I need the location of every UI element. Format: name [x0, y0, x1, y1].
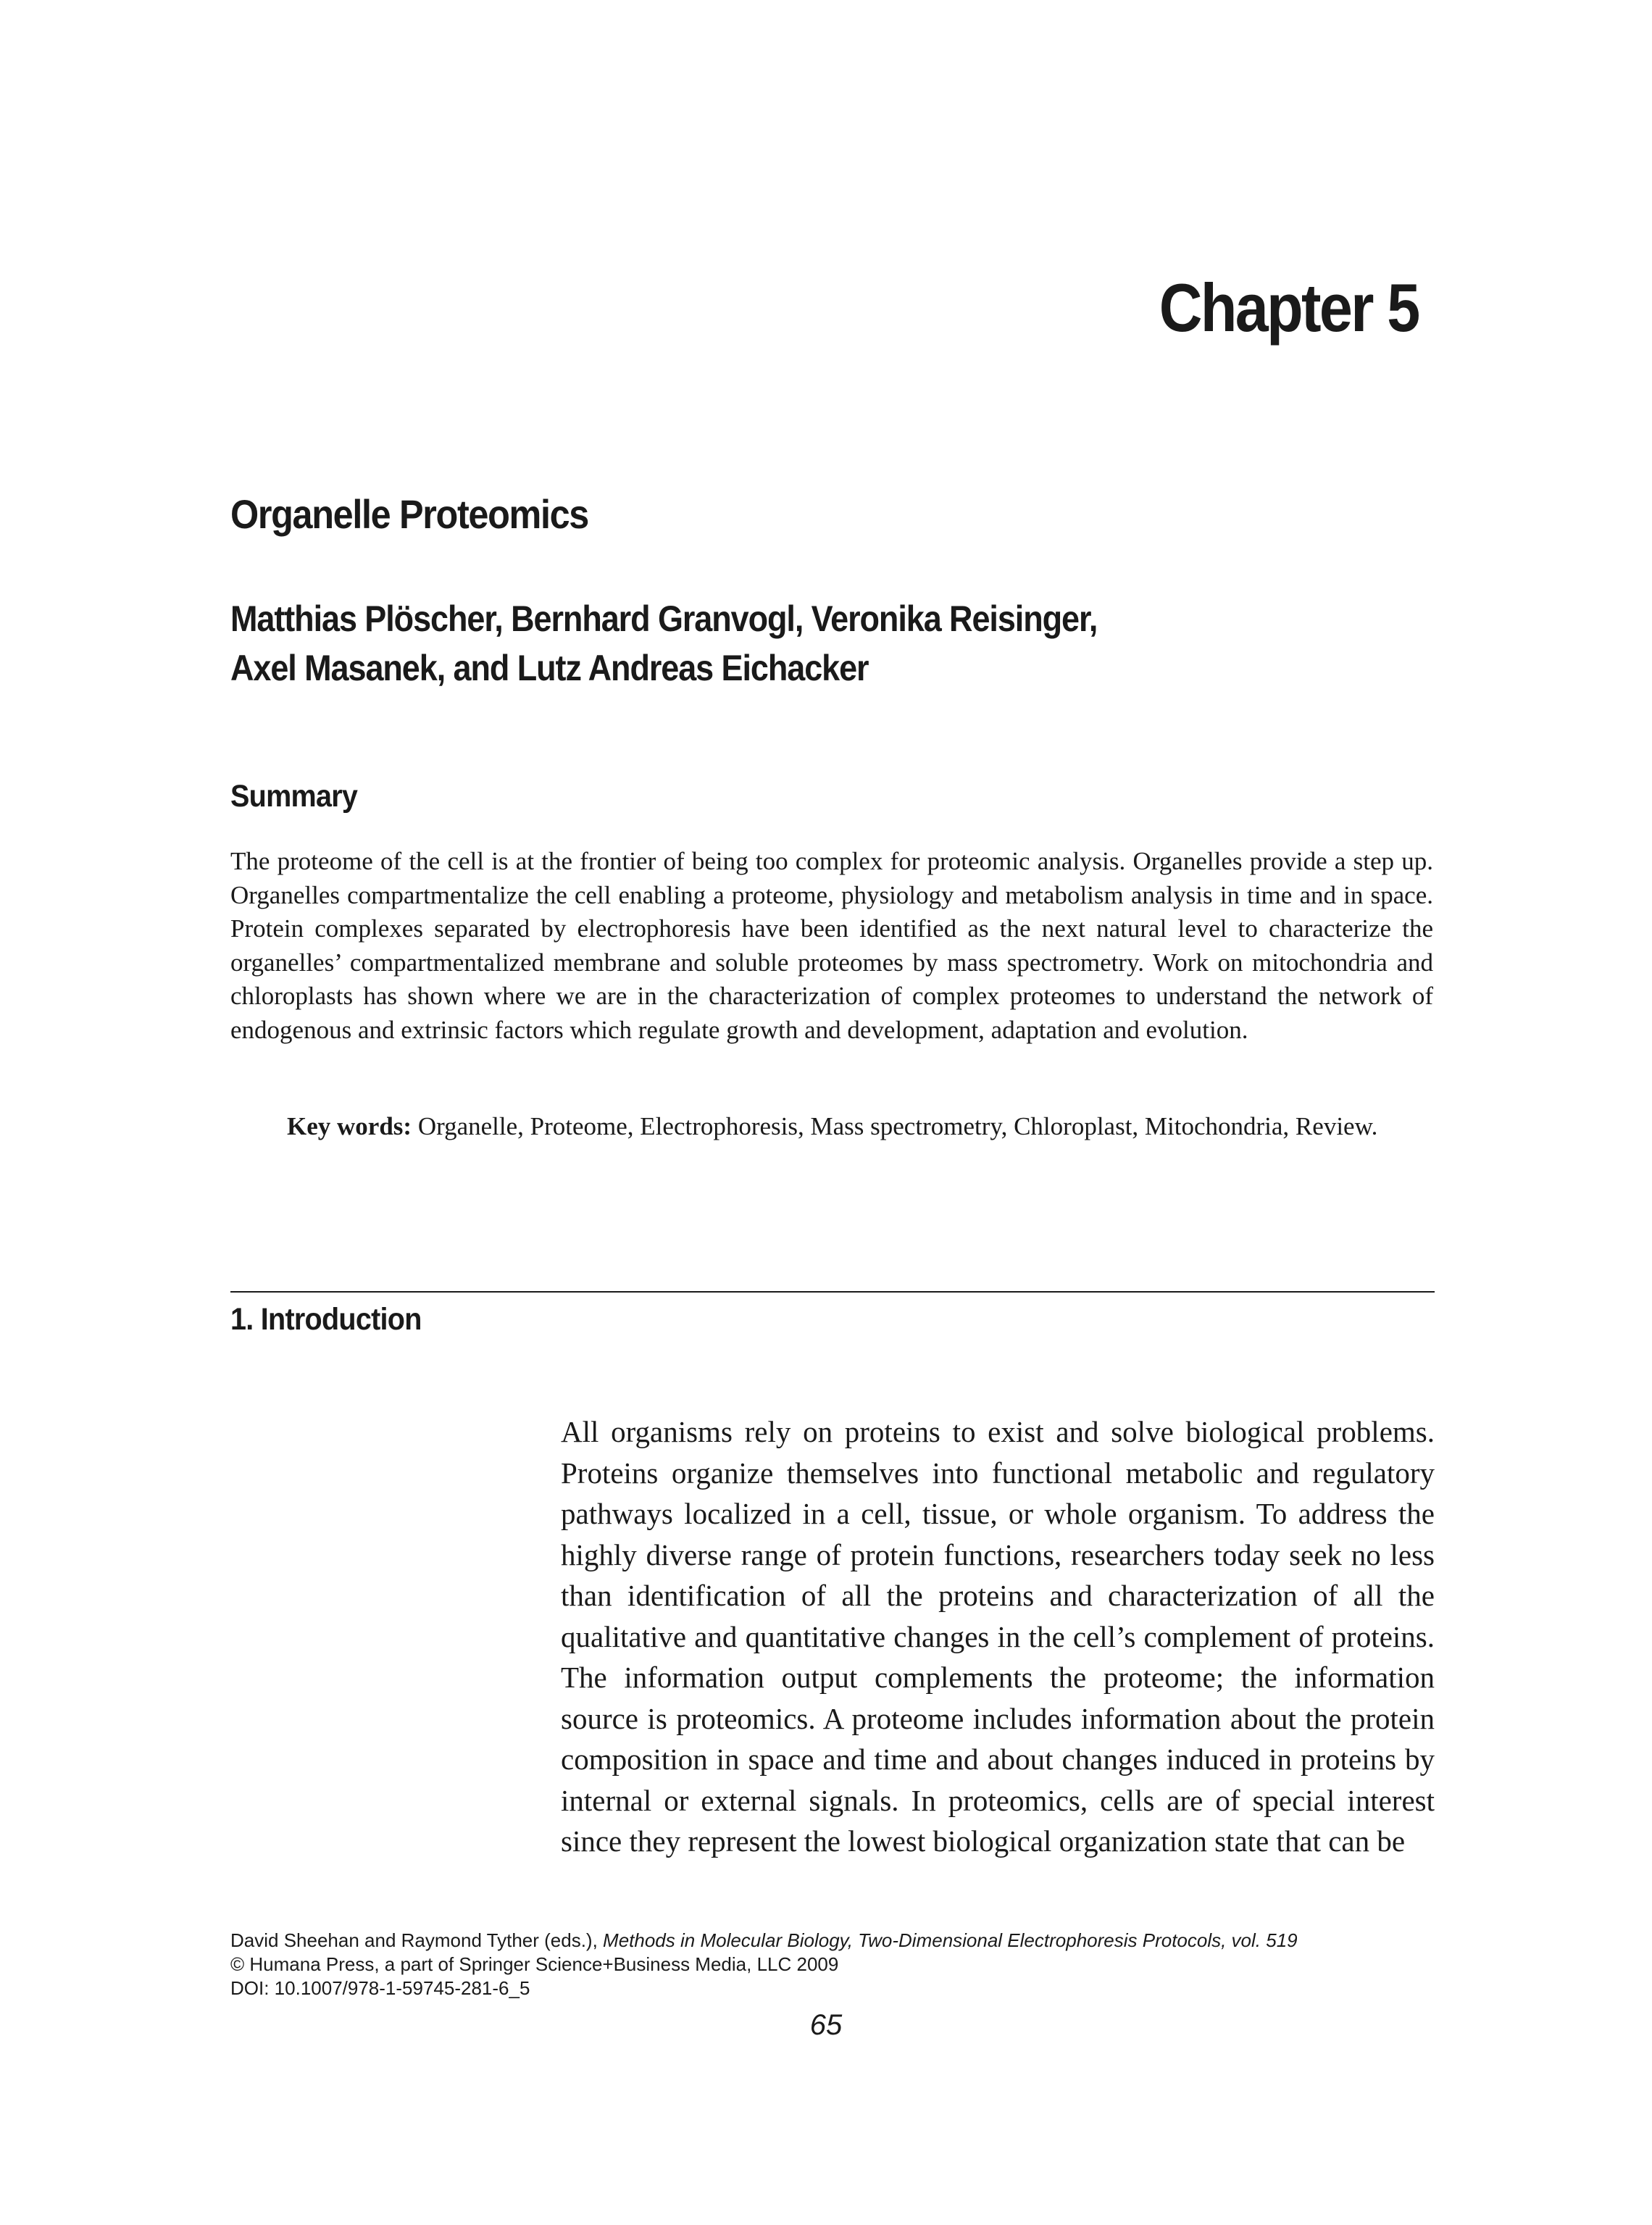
authors-line-2: Axel Masanek, and Lutz Andreas Eichacker [230, 648, 869, 688]
footer-copyright: © Humana Press, a part of Springer Science+Business Media, LLC 2009 [230, 1953, 839, 1975]
section-divider [230, 1291, 1435, 1293]
authors-line-1: Matthias Plöscher, Bernhard Granvogl, Veronika Reisinger, [230, 598, 1098, 639]
footer-editors: David Sheehan and Raymond Tyther (eds.), [230, 1929, 598, 1951]
introduction-paragraph: All organisms rely on proteins to exist and solve biological problems. Proteins organize themselves into functional metabolic and regulatory pathways localized in a cell, tissue, or whole organism. To address the highly diverse range of protein functions, researchers today seek no less than identification of all the proteins and characterization of all the qualitative and quantitative changes in the cell’s complement of proteins. The information output complements the proteome; the information source is proteomics. A proteome includes information about the protein composition in space and time and about changes induced in proteins by internal or external signals. In proteomics, cells are of special interest since they represent the lowest biological organization state that can be [561, 1415, 1435, 1858]
summary-heading: Summary [230, 779, 358, 814]
footer-doi: DOI: 10.1007/978-1-59745-281-6_5 [230, 1977, 530, 1999]
article-title: Organelle Proteomics [230, 491, 588, 537]
footer-citation-line [230, 1929, 1462, 1953]
keywords-list: Organelle, Proteome, Electrophoresis, Mass spectrometry, Chloroplast, Mitochondria, Review. [417, 1112, 1378, 1140]
publication-footer [230, 1929, 1462, 2000]
keywords-paragraph [287, 1110, 1433, 1144]
footer-book-title: Methods in Molecular Biology, Two-Dimensional Electrophoresis Protocols, vol. 519 [603, 1929, 1298, 1951]
page-number: 65 [809, 2009, 843, 2041]
keywords-label: Key words: [287, 1112, 412, 1140]
introduction-heading: 1. Introduction [230, 1302, 422, 1337]
author-list [230, 594, 1097, 693]
chapter-label: Chapter 5 [1159, 270, 1419, 346]
summary-paragraph: The proteome of the cell is at the frontier of being too complex for proteomic analysis. Organelles provide a step up. Organelles compartmentalize the cell enabling a proteome, physiology and metabolism analysis in time and in space. Protein complexes separated by electrophoresis have been identified as the next natural level to characterize the organelles’ compartmentalized membrane and soluble proteomes by mass spectrometry. Work on mitochondria and chloroplasts has shown where we are in the characterization of complex proteomes to understand the network of endogenous and extrinsic factors which regulate growth and development, adaptation and evolution. [230, 847, 1433, 1044]
